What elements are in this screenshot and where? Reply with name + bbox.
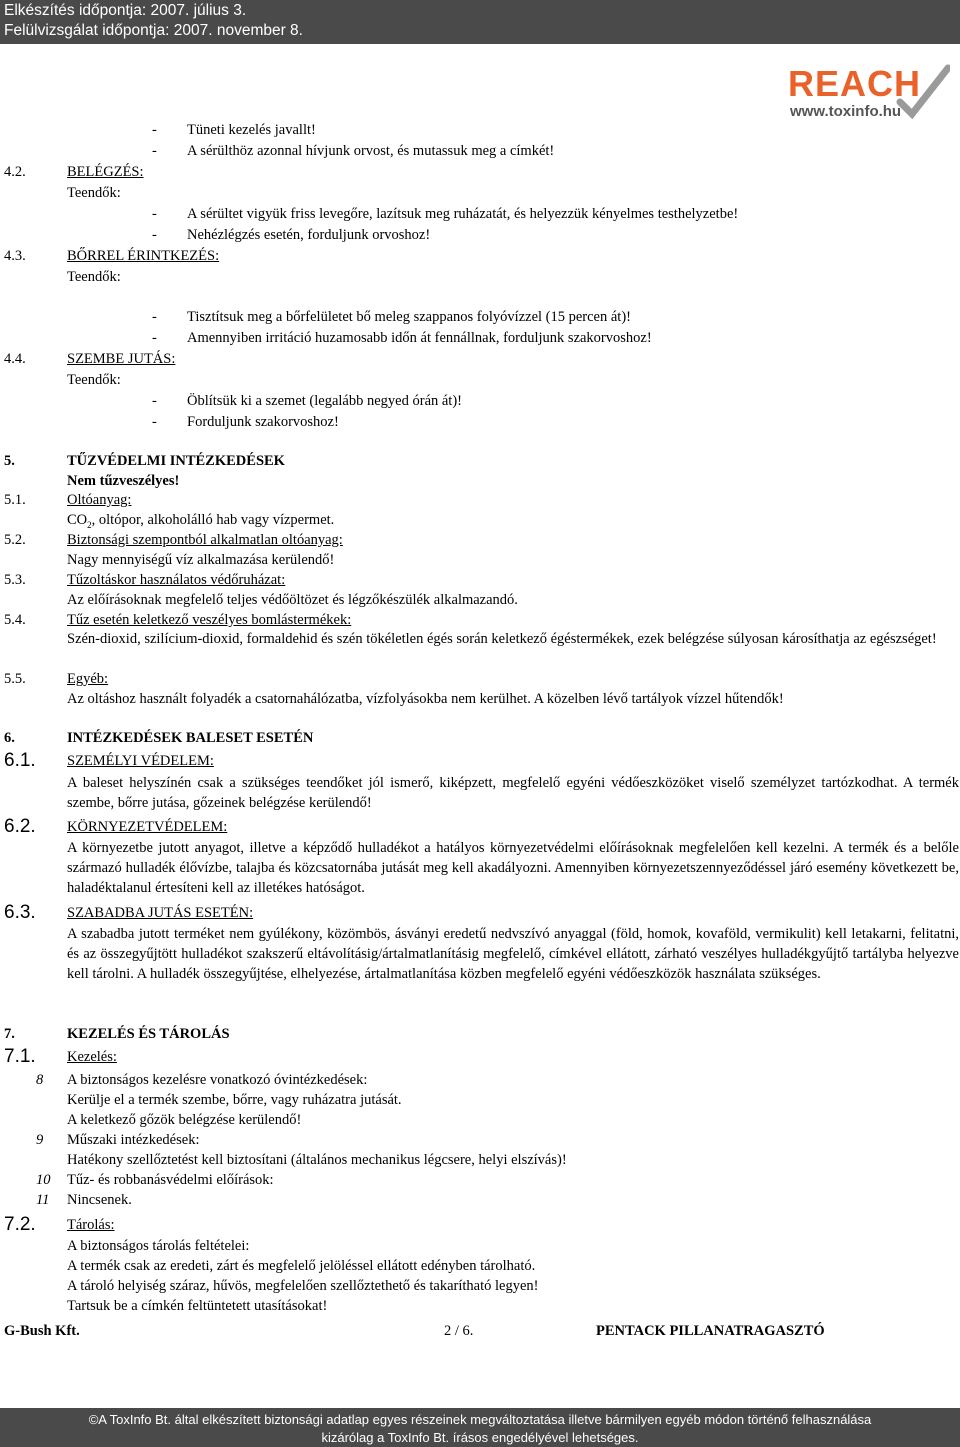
section-number: 5.5. (4, 671, 26, 687)
section-heading: Egyéb: (67, 671, 109, 687)
bullet-dash: - (152, 330, 157, 346)
section-heading: Oltóanyag: (67, 492, 132, 508)
chapter-title: KEZELÉS ÉS TÁROLÁS (67, 1026, 230, 1042)
list-item-detail: Kerülje el a termék szembe, bőrre, vagy ruházatra jutását. (67, 1092, 402, 1108)
list-item: Tisztítsuk meg a bőrfelületet bő meleg szappanos folyóvízzel (15 percen át)! (187, 309, 631, 325)
copyright-band (0, 1408, 960, 1447)
section-paragraph: A szabadba jutott terméket nem gyúlékony, közömbös, ásványi eredetű nedvszívó anyaggal (föld, homok, kovaföld, vermikulit) kell letakarni, felitatni, és az összegyűjtött hulladékot szakszerű eltávolításig/ártalmatlanításig megfelelő, címkével ellátott, zárható veszélyes hulladékgyűjtő tartályba helyezve kell tárolni. A hulladék összegyűjtése, elhelyezése, ártalmatlanítása közben megfelelő egyéni védőeszközök használata szükséges. (67, 926, 959, 982)
logo-title: REACH (788, 63, 922, 104)
list-number: 11 (36, 1192, 50, 1208)
section-heading: Tűz esetén keletkező veszélyes bomlástermékek: (67, 612, 352, 628)
section-number: 7.2. (4, 1214, 36, 1235)
section-heading: KÖRNYEZETVÉDELEM: (67, 819, 228, 835)
copyright-line-1: ©A ToxInfo Bt. által elkészített biztonsági adatlap egyes részeinek megváltoztatása illetve bármilyen egyéb módon történő felhasználása (88, 1412, 872, 1427)
list-number: 10 (36, 1172, 51, 1188)
footer-page-number: 2 / 6. (444, 1323, 474, 1339)
footer-product: PENTACK PILLANATRAGASZTÓ (596, 1323, 825, 1339)
list-item: A sérülthöz azonnal hívjunk orvost, és mutassuk meg a címkét! (187, 143, 555, 159)
copyright-line-2: kizárólag a ToxInfo Bt. írásos engedélyével lehetséges. (321, 1430, 639, 1445)
section-number: 6.2. (4, 816, 36, 837)
section-text: A tároló helyiség száraz, hűvös, megfelelően szellőztethető és takarítható legyen! (67, 1278, 539, 1294)
section-paragraph: A baleset helyszínén csak a szükséges teendőket jól ismerő, kiképzett, megfelelő egyéni védőeszközöket viselő személyzet tartózkodhat. A termék szembe, bőrre jutása, gőzeinek belégzése kerülendő! (67, 775, 959, 811)
reach-logo-graphic (780, 62, 950, 122)
header-band (0, 0, 960, 44)
section-number: 4.3. (4, 248, 26, 264)
chapter-number: 7. (4, 1026, 15, 1042)
section-number: 5.3. (4, 572, 26, 588)
chapter-title: INTÉZKEDÉSEK BALESET ESETÉN (67, 730, 314, 746)
section-text: A termék csak az eredeti, zárt és megfelelő jelöléssel ellátott edényben tárolható. (67, 1258, 536, 1274)
list-item: A sérültet vigyük friss levegőre, lazítsuk meg ruházatát, és helyezzük kényelmes testhelyzetbe! (187, 206, 739, 222)
tasks-label: Teendők: (67, 269, 121, 285)
list-item: Forduljunk szakorvoshoz! (187, 414, 339, 430)
list-item: Nehézlégzés esetén, forduljunk orvoshoz! (187, 227, 431, 243)
list-item: Öblítsük ki a szemet (legalább negyed órán át)! (187, 393, 462, 409)
list-number: 8 (36, 1072, 44, 1088)
list-item-detail: A keletkező gőzök belégzése kerülendő! (67, 1112, 302, 1128)
section-text: A biztonságos tárolás feltételei: (67, 1238, 250, 1254)
revision-date: Felülvizsgálat időpontja: 2007. november 8. (4, 22, 303, 39)
section-heading: BŐRREL ÉRINTKEZÉS: (67, 248, 220, 264)
section-text: Az előírásoknak megfelelő teljes védőöltözet és légzőkészülék alkalmazandó. (67, 592, 518, 608)
section-heading: BELÉGZÉS: (67, 164, 144, 180)
list-item: Nincsenek. (67, 1192, 132, 1208)
bullet-dash: - (152, 206, 157, 222)
section-paragraph: Szén-dioxid, szilícium-dioxid, formaldehid és szén tökéletlen égés során keletkező égéstermékek, ezek belégzése súlyosan károsíthatja az egészséget! (67, 631, 937, 647)
chapter-number: 5. (4, 453, 15, 469)
bullet-dash: - (152, 309, 157, 325)
list-item: Amennyiben irritáció huzamosabb időn át fennállnak, forduljunk szakorvoshoz! (187, 330, 652, 346)
tasks-label: Teendők: (67, 372, 121, 388)
section-paragraph: A környezetbe jutott anyagot, illetve a képződő hulladékot a hatályos környezetvédelmi előírásoknak megfelelően kell kezelni. A termék és a belőle származó hulladék élővízbe, talajba és közcsatornába jutását meg kell akadályozni. Amennyiben környezetszennyeződéssel járó esemény következett be, haladéktalanul értesíteni kell az illetékes hatóságot. (67, 840, 959, 896)
list-item: Műszaki intézkedések: (67, 1132, 200, 1148)
chapter-number: 6. (4, 730, 15, 746)
list-item: A biztonságos kezelésre vonatkozó óvintézkedések: (67, 1072, 368, 1088)
bullet-dash: - (152, 393, 157, 409)
co2-text: CO (67, 512, 88, 528)
section-heading: Kezelés: (67, 1049, 117, 1065)
section-heading: SZEMÉLYI VÉDELEM: (67, 753, 214, 769)
section-number: 5.2. (4, 532, 26, 548)
section-heading: Biztonsági szempontból alkalmatlan oltóanyag: (67, 532, 343, 548)
section-number: 6.3. (4, 902, 36, 923)
tasks-label: Teendők: (67, 185, 121, 201)
section-heading: SZABADBA JUTÁS ESETÉN: (67, 905, 254, 921)
reach-logo (780, 62, 950, 122)
section-text: Az oltáshoz használt folyadék a csatornahálózatba, vízfolyásokba nem kerülhet. A közelben lévő tartályok vízzel hűtendők! (67, 691, 784, 707)
section-number: 5.1. (4, 492, 26, 508)
section-number: 4.2. (4, 164, 26, 180)
section-heading: Tűzoltáskor használatos védőruházat: (67, 572, 286, 588)
extinguisher-list: , oltópor, alkoholálló hab vagy vízpermet. (91, 512, 335, 528)
list-item: Tűz- és robbanásvédelmi előírások: (67, 1172, 274, 1188)
bullet-dash: - (152, 227, 157, 243)
section-number: 5.4. (4, 612, 26, 628)
section-number: 4.4. (4, 351, 26, 367)
footer-company: G-Bush Kft. (4, 1323, 80, 1339)
bullet-dash: - (152, 122, 157, 138)
bullet-dash: - (152, 414, 157, 430)
section-heading: SZEMBE JUTÁS: (67, 351, 176, 367)
logo-url: www.toxinfo.hu (790, 103, 902, 120)
list-number: 9 (36, 1132, 44, 1148)
list-item-detail: Hatékony szellőztetést kell biztosítani (általános mechanikus légcsere, helyi elszívás)! (67, 1152, 567, 1168)
list-item: Tüneti kezelés javallt! (187, 122, 316, 138)
section-heading: Tárolás: (67, 1217, 115, 1233)
section-text: Nagy mennyiségű víz alkalmazása kerülendő! (67, 552, 335, 568)
section-text: Tartsuk be a címkén feltüntetett utasításokat! (67, 1298, 328, 1314)
chapter-subtitle: Nem tűzveszélyes! (67, 473, 180, 489)
creation-date: Elkészítés időpontja: 2007. július 3. (4, 2, 247, 19)
chapter-title: TŰZVÉDELMI INTÉZKEDÉSEK (67, 453, 285, 469)
bullet-dash: - (152, 143, 157, 159)
section-number: 7.1. (4, 1046, 36, 1067)
co2-subscript: 2 (87, 519, 92, 530)
section-number: 6.1. (4, 750, 36, 771)
